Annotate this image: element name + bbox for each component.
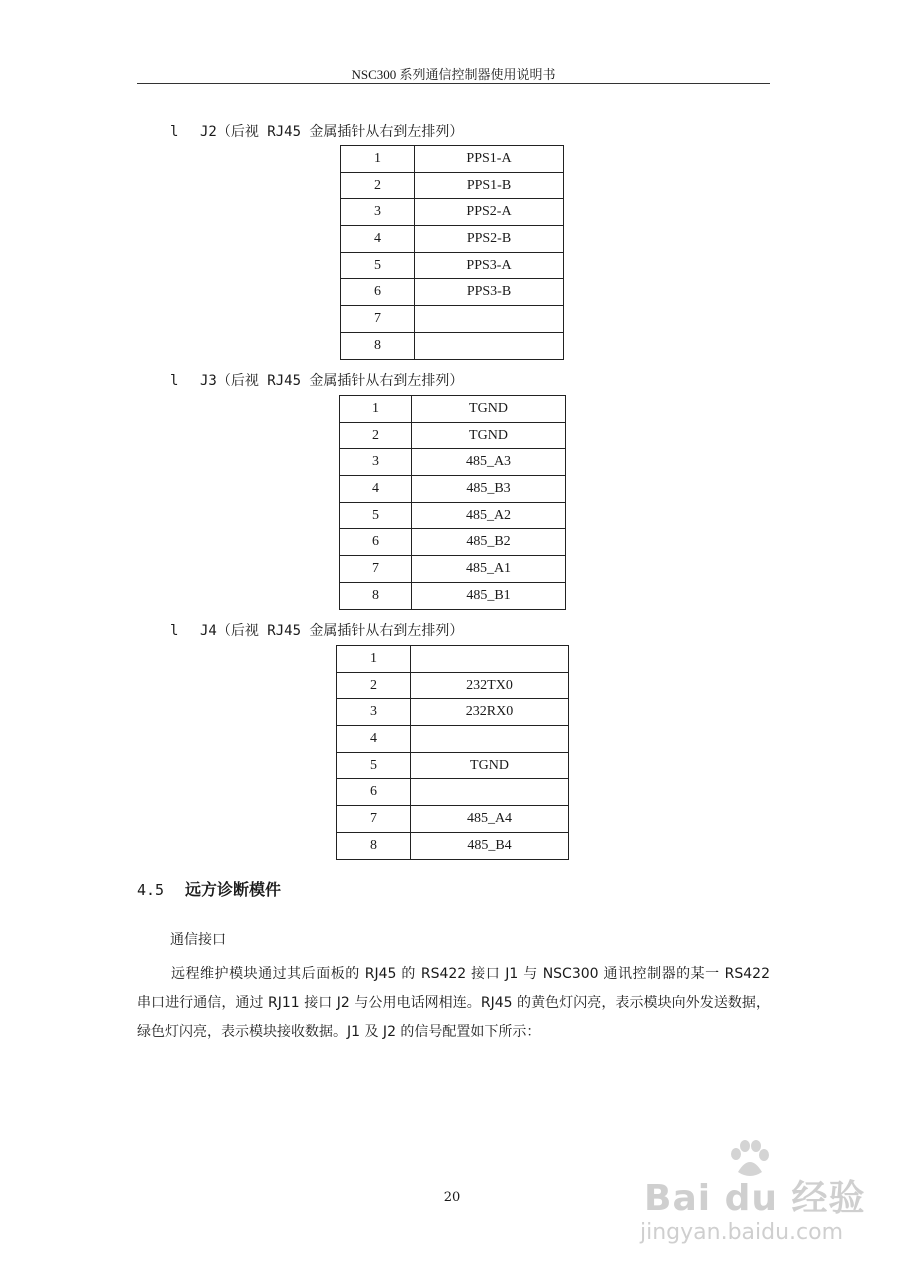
- watermark-url: jingyan.baidu.com: [640, 1220, 844, 1245]
- table-row: [340, 529, 566, 556]
- table-row: [340, 582, 566, 609]
- pin-number-cell: 8: [340, 582, 412, 609]
- table-row: [341, 146, 564, 173]
- table-row: [337, 806, 569, 833]
- pin-number-cell: 7: [337, 806, 411, 833]
- pin-number-cell: 8: [337, 832, 411, 859]
- table-row: [337, 726, 569, 753]
- pin-signal-cell: TGND: [412, 422, 566, 449]
- table-row: [337, 699, 569, 726]
- pin-signal-cell: [411, 779, 569, 806]
- pin-signal-cell: [411, 646, 569, 673]
- pin-signal-cell: PPS1-B: [415, 172, 564, 199]
- pin-signal-cell: 485_B3: [412, 476, 566, 503]
- table-row: [337, 752, 569, 779]
- pin-number-cell: 4: [341, 226, 415, 253]
- pin-signal-cell: PPS2-B: [415, 226, 564, 253]
- pin-signal-cell: TGND: [411, 752, 569, 779]
- pin-number-cell: 8: [341, 332, 415, 359]
- table-row: [337, 779, 569, 806]
- pin-signal-cell: [415, 332, 564, 359]
- pin-signal-cell: 232TX0: [411, 672, 569, 699]
- table-row: [337, 672, 569, 699]
- pin-signal-cell: PPS3-B: [415, 279, 564, 306]
- table-row: [341, 199, 564, 226]
- table-row: [340, 449, 566, 476]
- pin-number-cell: 6: [337, 779, 411, 806]
- table-row: [341, 279, 564, 306]
- table-row: [340, 502, 566, 529]
- pin-number-cell: 3: [337, 699, 411, 726]
- bullet-mark: l: [170, 623, 179, 639]
- table-row: [340, 476, 566, 503]
- pin-signal-cell: 485_A1: [412, 556, 566, 583]
- table-row: [341, 172, 564, 199]
- j4-caption-line: [170, 620, 463, 640]
- pin-signal-cell: 232RX0: [411, 699, 569, 726]
- pin-number-cell: 4: [337, 726, 411, 753]
- section-title: 远方诊断模件: [185, 880, 282, 899]
- pin-number-cell: 2: [337, 672, 411, 699]
- section-heading: [137, 877, 281, 900]
- subheading: 通信接口: [170, 932, 226, 948]
- pin-number-cell: 3: [340, 449, 412, 476]
- j4-pin-table: [336, 645, 569, 860]
- section-number: 4.5: [137, 881, 165, 899]
- table-row: [341, 306, 564, 333]
- j2-caption-line: [170, 121, 463, 141]
- header-rule: [137, 83, 770, 84]
- bullet-mark: l: [170, 124, 179, 140]
- pin-signal-cell: 485_B1: [412, 582, 566, 609]
- baidu-watermark: [640, 1140, 880, 1270]
- pin-number-cell: 2: [340, 422, 412, 449]
- page-number: 20: [443, 1190, 461, 1205]
- j2-pin-table: [340, 145, 564, 360]
- pin-signal-cell: 485_A4: [411, 806, 569, 833]
- body-paragraph: 远程维护模块通过其后面板的 RJ45 的 RS422 接口 J1 与 NSC300 通讯控制器的某一 RS422 串口进行通信，通过 RJ11 接口 J2 与公用电话网相连。RJ45 的黄色灯闪亮，表示模块向外发送数据，绿色灯闪亮，表示模块接收数据。J1 及 J2 的信号配置如下所示：: [137, 966, 770, 1040]
- pin-number-cell: 2: [341, 172, 415, 199]
- pin-signal-cell: [411, 726, 569, 753]
- pin-number-cell: 4: [340, 476, 412, 503]
- table-row: [340, 396, 566, 423]
- pin-signal-cell: TGND: [412, 396, 566, 423]
- pin-number-cell: 5: [341, 252, 415, 279]
- table-row: [341, 332, 564, 359]
- pin-number-cell: 1: [341, 146, 415, 173]
- pin-number-cell: 1: [337, 646, 411, 673]
- pin-number-cell: 6: [341, 279, 415, 306]
- pin-number-cell: 6: [340, 529, 412, 556]
- table-row: [337, 646, 569, 673]
- pin-number-cell: 7: [340, 556, 412, 583]
- pin-signal-cell: PPS2-A: [415, 199, 564, 226]
- pin-signal-cell: [415, 306, 564, 333]
- pin-signal-cell: PPS3-A: [415, 252, 564, 279]
- pin-number-cell: 1: [340, 396, 412, 423]
- pin-number-cell: 7: [341, 306, 415, 333]
- pin-signal-cell: 485_A2: [412, 502, 566, 529]
- pin-number-cell: 5: [337, 752, 411, 779]
- table-row: [340, 422, 566, 449]
- j3-caption-line: [170, 370, 463, 390]
- j4-caption: J4（后视 RJ45 金属插针从右到左排列）: [200, 623, 464, 639]
- table-row: [337, 832, 569, 859]
- table-row: [340, 556, 566, 583]
- j3-caption: J3（后视 RJ45 金属插针从右到左排列）: [200, 373, 464, 389]
- pin-number-cell: 3: [341, 199, 415, 226]
- pin-signal-cell: PPS1-A: [415, 146, 564, 173]
- watermark-logo: Bai du 经验: [644, 1178, 866, 1219]
- j3-pin-table: [339, 395, 566, 610]
- pin-number-cell: 5: [340, 502, 412, 529]
- table-row: [341, 226, 564, 253]
- j2-caption: J2（后视 RJ45 金属插针从右到左排列）: [200, 124, 464, 140]
- pin-signal-cell: 485_A3: [412, 449, 566, 476]
- pin-signal-cell: 485_B4: [411, 832, 569, 859]
- table-row: [341, 252, 564, 279]
- bullet-mark: l: [170, 373, 179, 389]
- pin-signal-cell: 485_B2: [412, 529, 566, 556]
- page-header: NSC300 系列通信控制器使用说明书: [351, 67, 556, 82]
